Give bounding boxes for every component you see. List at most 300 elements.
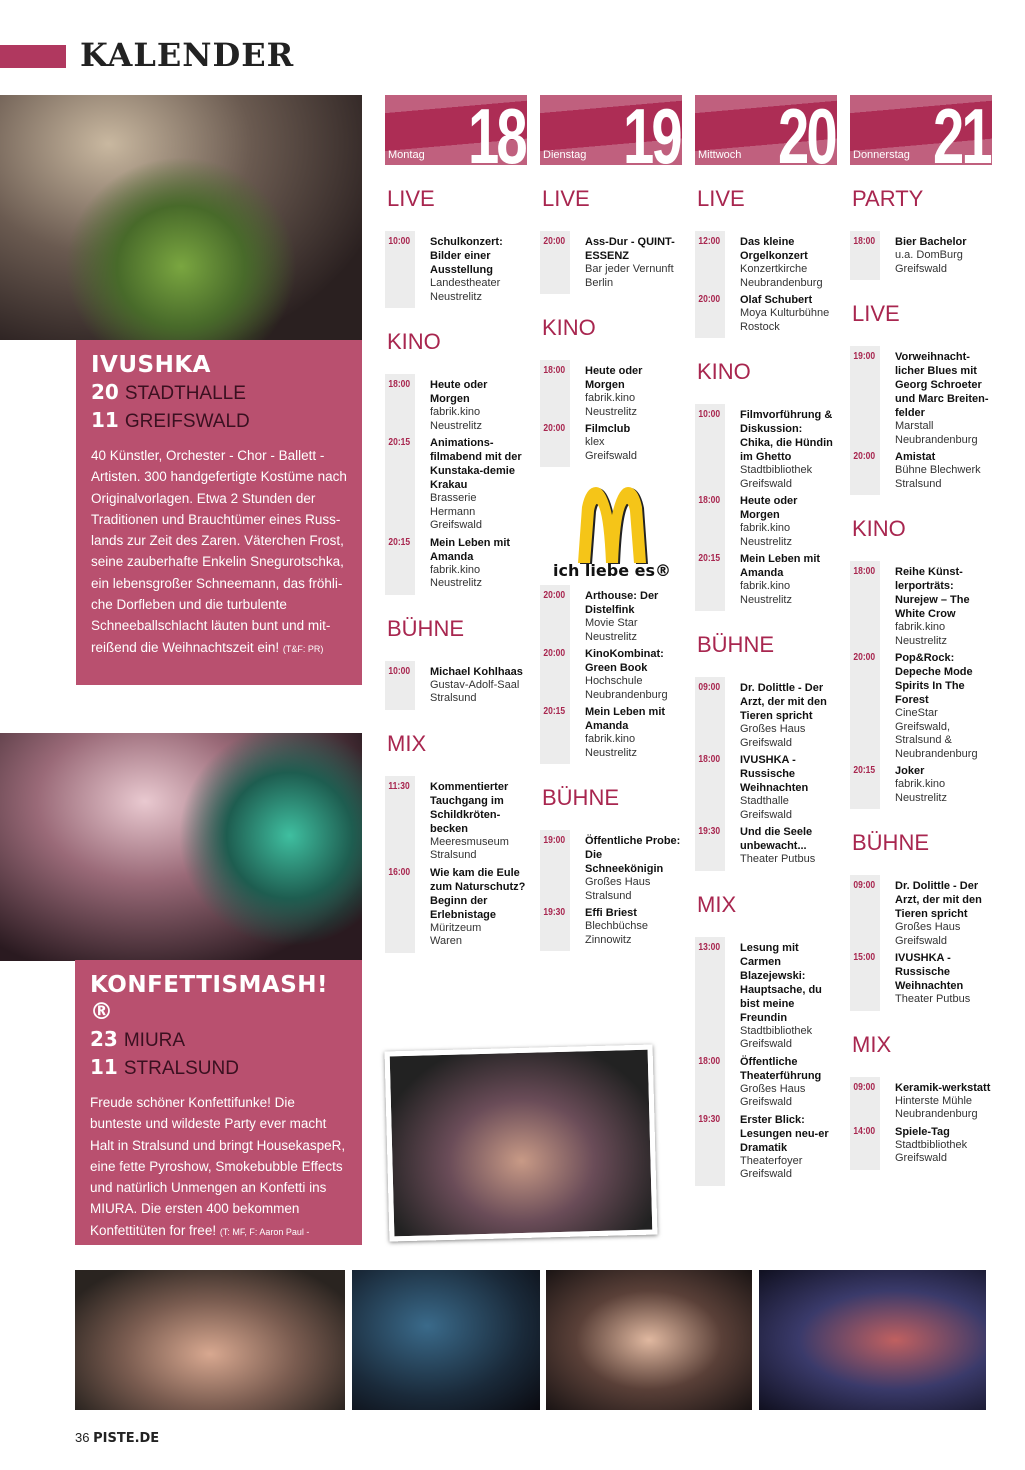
event-place: fabrik.kino xyxy=(430,563,481,576)
event-place: fabrik.kino xyxy=(895,778,946,790)
bottom-photo-1 xyxy=(75,1270,345,1410)
event-place: Greifswald xyxy=(430,519,482,531)
event-title: Heute oder Morgen xyxy=(585,365,643,391)
day-column-donnerstag xyxy=(850,95,992,1170)
page-footer xyxy=(75,1430,159,1446)
bottom-photo-3 xyxy=(546,1270,752,1410)
event-title: Mein Leben mit Amanda xyxy=(585,706,666,732)
event-time: 09:00 xyxy=(853,1081,876,1093)
event-place: Meeresmuseum xyxy=(430,835,509,848)
event-place: fabrik.kino xyxy=(585,733,636,745)
event-items xyxy=(850,879,992,1007)
ad-spacer xyxy=(540,467,682,585)
event-place: klex xyxy=(585,436,605,448)
event-item[interactable] xyxy=(540,647,682,702)
event-item[interactable] xyxy=(695,552,837,607)
event-time: 20:00 xyxy=(698,294,721,305)
event-body xyxy=(585,834,682,903)
event-place: Neustrelitz xyxy=(585,746,637,759)
event-title: KinoKombinat: Green Book xyxy=(585,648,664,674)
event-time: 18:00 xyxy=(853,236,876,247)
event-item[interactable] xyxy=(695,235,837,290)
page-title: KALENDER xyxy=(80,36,295,74)
event-item[interactable] xyxy=(385,436,527,533)
event-item[interactable] xyxy=(385,235,527,304)
feature-venue: MIURA xyxy=(123,1030,186,1051)
site-name: PISTE.DE xyxy=(93,1431,160,1446)
event-place: Neustrelitz xyxy=(895,634,947,647)
event-place: Neustrelitz xyxy=(430,290,482,303)
event-list xyxy=(850,346,992,495)
event-time: 13:00 xyxy=(698,941,721,953)
event-place: Moya Kulturbühne xyxy=(740,307,830,319)
event-time: 18:00 xyxy=(543,365,566,376)
event-body xyxy=(895,450,992,491)
event-place: Bar jeder Vernunft xyxy=(585,263,674,275)
feature-ivushka xyxy=(76,340,362,685)
event-place: Neubrandenburg xyxy=(585,688,668,701)
event-body xyxy=(740,825,837,867)
event-place: fabrik.kino xyxy=(740,522,791,534)
event-place: Greifswald xyxy=(895,1152,947,1164)
event-time: 20:00 xyxy=(543,236,566,247)
event-time: 09:00 xyxy=(698,682,721,693)
event-title: Dr. Dolittle - Der Arzt, der mit den Tieren spricht xyxy=(740,682,827,722)
event-body xyxy=(895,879,992,948)
event-place: Zinnowitz xyxy=(585,933,632,946)
event-time: 14:00 xyxy=(853,1125,876,1137)
event-body xyxy=(740,494,837,549)
event-body xyxy=(895,651,992,761)
event-time: 20:00 xyxy=(543,423,566,434)
event-list xyxy=(385,231,527,308)
event-items xyxy=(385,780,527,949)
event-list xyxy=(695,231,837,338)
event-place: Theater Putbus xyxy=(895,993,971,1005)
weekday-label: Mittwoch xyxy=(698,149,742,161)
event-title: Michael Kohlhaas xyxy=(430,665,523,678)
date-number: 20 xyxy=(778,95,835,165)
event-place: Greifswald xyxy=(740,1038,792,1050)
event-title: Amistat xyxy=(895,451,936,463)
event-place: fabrik.kino xyxy=(740,580,791,592)
header-accent-bar xyxy=(0,45,66,68)
date-header xyxy=(540,95,682,165)
event-list xyxy=(850,1077,992,1170)
event-item[interactable] xyxy=(385,536,527,591)
event-time: 09:00 xyxy=(853,880,876,891)
feature-venue: STADTHALLE xyxy=(124,383,246,404)
section-heading: MIX xyxy=(697,891,737,917)
section-heading: LIVE xyxy=(852,301,900,326)
day-column-dienstag xyxy=(540,95,682,951)
event-place: Gustav-Adolf-Saal xyxy=(430,678,520,691)
event-item[interactable] xyxy=(850,1125,992,1166)
feature-city: GREIFSWALD xyxy=(124,411,250,432)
event-items xyxy=(850,350,992,491)
event-place: Blechbüchse xyxy=(585,920,648,932)
event-item[interactable] xyxy=(540,364,682,419)
day-column-montag xyxy=(385,95,527,953)
feature-day: 20 xyxy=(91,380,119,404)
event-title: Mein Leben mit Amanda xyxy=(430,536,511,563)
event-item[interactable] xyxy=(695,494,837,549)
event-item[interactable] xyxy=(385,780,527,863)
date-number: 18 xyxy=(468,95,525,165)
ad-slogan: ich liebe es® xyxy=(553,561,671,580)
section-heading: KINO xyxy=(387,329,441,354)
date-number: 21 xyxy=(933,95,990,165)
bottom-photo-2 xyxy=(352,1270,540,1410)
event-items xyxy=(540,834,682,947)
event-title: Reihe Künst-lerporträts: Nurejew – The White Crow xyxy=(895,566,970,620)
event-title: Ass-Dur - QUINT-ESSENZ xyxy=(585,236,675,262)
bottom-photo-4 xyxy=(759,1270,986,1410)
event-title: Öffentliche Theaterführung xyxy=(740,1055,822,1082)
event-time: 18:00 xyxy=(388,379,411,390)
event-list xyxy=(385,776,527,953)
event-place: Neustrelitz xyxy=(585,405,637,418)
event-body xyxy=(430,235,527,304)
event-place: Neustrelitz xyxy=(740,535,792,548)
event-place: Stadtbibliothek xyxy=(895,1138,968,1151)
event-body xyxy=(585,235,682,290)
event-list xyxy=(540,231,682,294)
event-place: Theater Putbus xyxy=(740,853,816,865)
event-list xyxy=(540,360,682,467)
event-item[interactable] xyxy=(850,764,992,805)
section-heading: KINO xyxy=(852,516,906,541)
event-place: fabrik.kino xyxy=(585,392,636,404)
event-body xyxy=(430,780,527,863)
event-title: Mein Leben mit Amanda xyxy=(740,553,821,579)
event-place: Neubrandenburg xyxy=(740,276,823,289)
event-title: Dr. Dolittle - Der Arzt, der mit den Tieren spricht xyxy=(895,880,982,920)
event-title: IVUSHKA - Russische Weihnachten xyxy=(895,952,964,992)
event-title: Das kleine Orgelkonzert xyxy=(740,236,808,262)
event-time: 10:00 xyxy=(698,409,721,420)
event-time: 18:00 xyxy=(698,495,721,506)
event-body xyxy=(585,364,682,419)
event-place: Müritzeum xyxy=(430,921,482,934)
event-time: 18:00 xyxy=(698,1055,721,1067)
event-time: 20:00 xyxy=(853,652,876,663)
event-place: Stralsund xyxy=(585,889,632,902)
event-place: Greifswald xyxy=(895,262,947,275)
event-item[interactable] xyxy=(850,565,992,648)
event-item[interactable] xyxy=(695,293,837,334)
event-item[interactable] xyxy=(850,879,992,948)
event-place: Stadtbibliothek xyxy=(740,464,813,476)
event-time: 20:15 xyxy=(853,765,876,776)
event-item[interactable] xyxy=(695,408,837,491)
event-body xyxy=(430,436,527,533)
event-place: Neubrandenburg xyxy=(895,433,978,446)
event-title: Effi Briest xyxy=(585,907,637,919)
event-body xyxy=(895,235,992,276)
event-place: Brasserie xyxy=(430,492,477,504)
event-time: 20:15 xyxy=(698,553,721,564)
event-body xyxy=(585,589,682,644)
event-place: Marstall xyxy=(895,420,934,432)
event-place: fabrik.kino xyxy=(430,406,481,418)
event-place: Konzertkirche xyxy=(740,263,808,275)
weekday-label: Montag xyxy=(388,149,425,161)
event-body xyxy=(430,378,527,433)
event-body xyxy=(430,866,527,949)
feature-month: 11 xyxy=(90,1055,118,1079)
event-item[interactable] xyxy=(695,753,837,822)
event-place: Berlin xyxy=(585,276,614,289)
event-item[interactable] xyxy=(695,1113,837,1182)
event-place: u.a. DomBurg xyxy=(895,249,963,261)
event-items xyxy=(540,589,682,760)
event-place: Hochschule xyxy=(585,675,643,687)
event-place: Neustrelitz xyxy=(895,791,947,804)
event-time: 19:30 xyxy=(698,826,721,837)
event-title: Arthouse: Der Distelfink xyxy=(585,590,659,616)
event-time: 19:30 xyxy=(698,1113,721,1125)
event-place: Greifswald xyxy=(740,808,792,821)
event-body xyxy=(895,1125,992,1166)
event-body xyxy=(740,753,837,822)
event-title: Joker xyxy=(895,765,925,777)
event-body xyxy=(895,565,992,648)
event-body xyxy=(430,536,527,591)
event-time: 20:00 xyxy=(543,648,566,659)
event-body xyxy=(740,235,837,290)
event-item[interactable] xyxy=(850,951,992,1007)
feature-credit: (T&F: PR) xyxy=(282,643,324,654)
event-items xyxy=(850,235,992,276)
feature-konfettismash xyxy=(75,960,362,1261)
event-items xyxy=(540,235,682,290)
event-body xyxy=(740,408,837,491)
event-list xyxy=(385,661,527,710)
section-heading: MIX xyxy=(387,730,427,756)
event-time: 19:00 xyxy=(853,351,876,362)
event-time: 19:00 xyxy=(543,835,566,846)
event-place: Greifswald, xyxy=(895,720,951,733)
section-heading: LIVE xyxy=(387,186,435,211)
event-item[interactable] xyxy=(540,906,682,947)
event-title: Lesung mit Carmen Blazejewski: Hauptsache, du bist meine Freundin xyxy=(740,941,822,1024)
event-list xyxy=(850,875,992,1011)
event-place: Stralsund xyxy=(430,692,477,704)
event-place: Neubrandenburg xyxy=(895,1108,978,1120)
feature-day: 23 xyxy=(90,1027,118,1051)
date-number: 19 xyxy=(623,95,680,165)
event-item[interactable] xyxy=(850,450,992,491)
event-list xyxy=(695,677,837,871)
date-header xyxy=(385,95,527,165)
section-heading: MIX xyxy=(852,1031,892,1057)
event-items xyxy=(385,378,527,591)
event-title: Wie kam die Eule zum Naturschutz? Beginn der Erlebnistage xyxy=(430,866,526,921)
event-place: Neustrelitz xyxy=(740,593,792,606)
event-place: fabrik.kino xyxy=(895,621,946,633)
event-place: Stralsund xyxy=(895,477,942,490)
event-title: Spiele-Tag xyxy=(895,1125,950,1138)
event-title: Heute oder Morgen xyxy=(740,495,798,521)
event-item[interactable] xyxy=(540,235,682,290)
event-items xyxy=(850,565,992,805)
event-body xyxy=(585,422,682,463)
event-title: Erster Blick: Lesungen neu-er Dramatik xyxy=(740,1113,829,1154)
event-title: Und die Seele unbewacht... xyxy=(740,826,813,852)
event-body xyxy=(585,705,682,760)
event-time: 20:15 xyxy=(543,706,566,717)
event-place: Greifswald xyxy=(740,1168,792,1180)
event-place: Großes Haus xyxy=(895,921,961,933)
event-body xyxy=(895,1081,992,1122)
event-item[interactable] xyxy=(695,825,837,867)
event-item[interactable] xyxy=(540,422,682,463)
event-item[interactable] xyxy=(850,651,992,761)
event-items xyxy=(695,235,837,334)
event-time: 10:00 xyxy=(388,665,411,677)
event-place: Stadthalle xyxy=(740,795,789,807)
feature-text: Freude schöner Konfettifunke! Die bunteste und wildeste Party ever macht Halt in Stralsund und bringt HousekaspeR, eine fette Pyroshow, Smokebubble Effects und natürlich Unmengen an Konfetti ins MIURA. Die ersten 400 bekommen Konfettitüten for free! xyxy=(90,1095,346,1238)
event-place: Stralsund xyxy=(430,849,477,861)
event-time: 10:00 xyxy=(388,236,411,247)
event-body xyxy=(740,941,837,1052)
event-list xyxy=(695,937,837,1186)
event-place: Stralsund & xyxy=(895,734,952,746)
event-item[interactable] xyxy=(385,866,527,949)
event-place: Greifswald xyxy=(585,449,637,462)
event-place: Neustrelitz xyxy=(585,630,637,643)
event-body xyxy=(585,647,682,702)
event-place: Theaterfoyer xyxy=(740,1154,803,1167)
event-item[interactable] xyxy=(695,681,837,750)
event-place: Großes Haus xyxy=(740,1082,806,1095)
event-items xyxy=(850,1081,992,1166)
event-place: Neustrelitz xyxy=(430,577,482,589)
feature-credit: (T: MF, F: Aaron Paul - Unsplash) xyxy=(90,1226,310,1261)
event-items xyxy=(385,665,527,706)
event-title: IVUSHKA - Russische Weihnachten xyxy=(740,754,809,794)
event-place: Rostock xyxy=(740,320,780,333)
section-heading: BÜHNE xyxy=(542,785,620,810)
event-item[interactable] xyxy=(385,378,527,433)
event-item[interactable] xyxy=(540,834,682,903)
section-heading: LIVE xyxy=(542,186,590,211)
event-items xyxy=(695,408,837,607)
event-list xyxy=(695,404,837,611)
event-place: Stadtbibliothek xyxy=(740,1024,813,1037)
feature-city: STRALSUND xyxy=(123,1058,239,1079)
event-time: 15:00 xyxy=(853,952,876,963)
event-body xyxy=(895,764,992,805)
event-place: Greifswald xyxy=(740,1096,792,1108)
event-time: 20:00 xyxy=(543,590,566,601)
page-number: 36 xyxy=(75,1430,90,1445)
event-body xyxy=(895,350,992,447)
party-photo xyxy=(385,1045,658,1242)
event-title: Öffentliche Probe: Die Schneekönigin xyxy=(585,835,681,875)
event-list xyxy=(540,585,682,764)
event-title: Olaf Schubert xyxy=(740,294,813,306)
feature-title: IVUSHKA xyxy=(91,352,211,378)
event-items xyxy=(695,941,837,1182)
event-place: Hermann xyxy=(430,505,476,518)
event-item[interactable] xyxy=(540,705,682,760)
event-body xyxy=(740,681,837,750)
event-place: Hinterste Mühle xyxy=(895,1094,973,1107)
feature-month: 11 xyxy=(91,408,119,432)
event-list xyxy=(850,561,992,809)
event-item[interactable] xyxy=(695,941,837,1052)
event-time: 12:00 xyxy=(698,236,721,247)
section-heading: PARTY xyxy=(852,186,924,211)
event-body xyxy=(740,1055,837,1110)
event-place: Movie Star xyxy=(585,617,638,629)
event-item[interactable] xyxy=(695,1055,837,1110)
event-items xyxy=(695,681,837,867)
event-time: 19:30 xyxy=(543,907,566,918)
event-place: Großes Haus xyxy=(740,723,806,735)
event-place: Greifswald xyxy=(740,736,792,749)
event-body xyxy=(430,665,527,706)
event-body xyxy=(585,906,682,947)
event-item[interactable] xyxy=(540,589,682,644)
event-time: 11:30 xyxy=(388,780,410,792)
event-time: 20:15 xyxy=(388,437,411,448)
event-body xyxy=(740,1113,837,1182)
date-header xyxy=(850,95,992,165)
ivushka-photo xyxy=(0,95,362,340)
event-item[interactable] xyxy=(850,235,992,276)
section-heading: KINO xyxy=(697,359,751,384)
section-heading: BÜHNE xyxy=(387,615,465,641)
event-list xyxy=(850,231,992,280)
event-title: Schulkonzert: Bilder einer Ausstellung xyxy=(430,236,503,276)
event-title: Bier Bachelor xyxy=(895,236,967,248)
event-items xyxy=(385,235,527,304)
event-place: Neubrandenburg xyxy=(895,747,978,760)
event-title: Filmvorführung & Diskussion: Chika, die Hündin im Ghetto xyxy=(740,409,833,463)
day-column-mittwoch xyxy=(695,95,837,1186)
event-title: Pop&Rock: Depeche Mode Spirits In The Forest xyxy=(895,652,973,706)
event-body xyxy=(740,552,837,607)
event-list xyxy=(385,374,527,595)
weekday-label: Dienstag xyxy=(543,149,587,161)
event-title: Heute oder Morgen xyxy=(430,379,488,405)
event-place: Greifswald xyxy=(895,934,947,947)
event-title: Keramik-werkstatt xyxy=(895,1081,991,1094)
event-time: 18:00 xyxy=(853,566,876,577)
section-heading: KINO xyxy=(542,315,596,340)
event-title: Vorweihnacht-licher Blues mit Georg Schroeter und Marc Breiten-felder xyxy=(895,351,989,419)
event-place: Neustrelitz xyxy=(430,419,482,432)
event-title: Filmclub xyxy=(585,423,631,435)
event-time: 18:00 xyxy=(698,754,721,765)
event-place: CineStar xyxy=(895,707,938,719)
event-time: 20:15 xyxy=(388,536,411,548)
section-heading: BÜHNE xyxy=(697,632,775,657)
konfetti-photo xyxy=(0,733,362,961)
event-item[interactable] xyxy=(385,665,527,706)
event-place: Greifswald xyxy=(740,477,792,490)
event-place: Landestheater xyxy=(430,277,501,289)
event-items xyxy=(540,364,682,463)
event-item[interactable] xyxy=(850,350,992,447)
event-place: Großes Haus xyxy=(585,876,651,888)
event-item[interactable] xyxy=(850,1081,992,1122)
feature-text: 40 Künstler, Orchester - Chor - Ballett - Artisten. 300 handgefertigte Kostüme nach Originalvorlagen. Etwa 2 Stunden der Traditionen und Brauchtümer eines Russ-lands zur Zeit des Zaren. Väterchen Frost, seine zauberhafte Enkelin Snegurotschka, ein lebensgroßer Schneemann, das fröhli-che Dorfleben und die turbulente Schneeballschlacht läuten bunt und mit-reißend die Weihnachtszeit ein! xyxy=(91,448,347,655)
event-title: Animations-filmabend mit der Kunstaka-demie Krakau xyxy=(430,437,522,491)
